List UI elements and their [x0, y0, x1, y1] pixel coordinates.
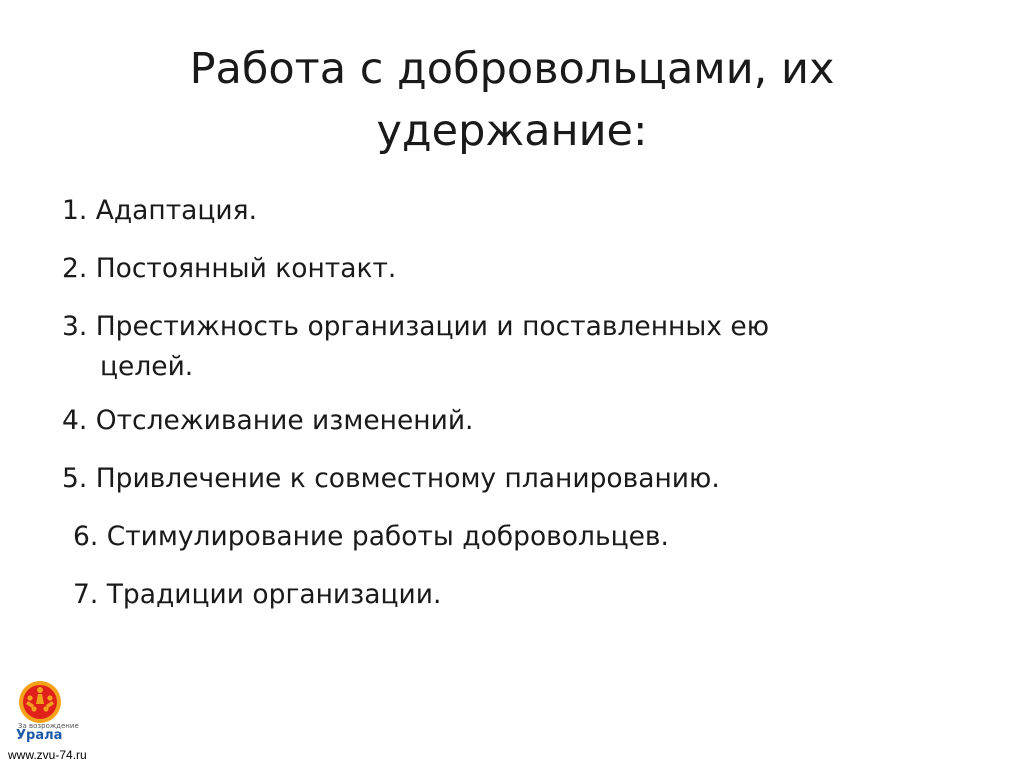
list-item-text: 4. Отслеживание изменений.	[62, 405, 474, 436]
website-url[interactable]: www.zvu-74.ru	[8, 748, 87, 762]
list-item	[62, 454, 962, 504]
list-item-text: 3. Престижность организации и поставленных ею	[62, 311, 770, 342]
list-item-text: 5. Привлечение к совместному планированию.	[62, 463, 720, 494]
title-line-1: Работа с добровольцами, их	[189, 44, 835, 94]
list-item	[62, 396, 962, 446]
slide-title	[80, 38, 944, 162]
list-item-text: 6. Стимулирование работы добровольцев.	[73, 521, 669, 552]
list-item	[62, 244, 962, 294]
title-line-2: удержание:	[376, 106, 648, 156]
list-item	[62, 302, 962, 388]
list-item	[62, 570, 962, 620]
logo-name: Урала	[16, 728, 63, 743]
logo-caption: За возрождение	[18, 722, 79, 730]
list-item-text: 2. Постоянный контакт.	[62, 253, 397, 284]
list-item-continuation: целей.	[100, 351, 194, 382]
list-item	[62, 512, 962, 562]
list-item-text: 7. Традиции организации.	[73, 579, 442, 610]
item-list	[62, 186, 962, 628]
list-item-text: 1. Адаптация.	[62, 195, 258, 226]
list-item	[62, 186, 962, 236]
